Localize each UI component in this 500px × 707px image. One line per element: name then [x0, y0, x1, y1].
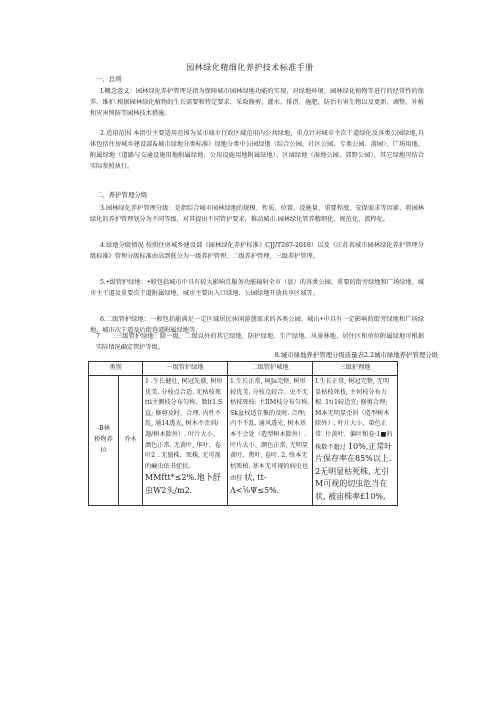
header-level-1: 一级管护绿地 — [143, 362, 228, 376]
row-subcategory: 乔木 — [119, 376, 143, 506]
cell-level-1-emphasis: MMftt*≤2%.地卜舒虫W2头/m2. — [145, 473, 221, 495]
paragraph-3: 3.园林绿化养护管理分级：是指综合城市园林绿地的规模、性质、位置、设施量、重要程度、安保需求等因素，将园林绿化的养护管理划分为不同等级，对其提出不同管护要求，推动城市.园林绿化管养精细化、规范化、流程化。 — [90, 205, 424, 223]
paragraph-5: 5.•级管护绿地：•般包括城市中具有较大影响且服务功能辐射全市（县）的各类公园、重要的街旁绿地和广场绿地、城市主干道及重要次干道附属绿地、城市主要出入口绿地、公园绿地开放共享区域等。 — [90, 279, 424, 297]
section-heading-grading: 二、养护管理分级 — [96, 191, 148, 199]
cell-level-2 — [228, 376, 313, 506]
cell-level-1-text: 1 .生长健壮, 树冠先盛, 树形优美. 分枝点合适. 无枯枝死tti主侧枝分布匀称、数lt1.S直; 修剪及时、合理. 内性不乱, 通14透光, 树木不歪斜/迦/树木除外）. 叶片大小、颜色正常. 无黄叶, 华叶、卷叶2 . 无狼株、死株, 无可视的癞虫依书症状。 — [145, 378, 223, 470]
cell-level-3-emphasis: 10%,正常叶片保存率在85%以上. 2无明显枯死株, 尤引M可视的切虫危当在状, 被宙株率£10%, — [315, 441, 393, 501]
paragraph-7-text: .三级管护绿地：除一级、二级以外的其它绿地、防护绿地、生产绿地、风景林地、居住区和单位附属绿地可根据实际情况确定管护等级。 — [96, 333, 424, 351]
grading-table — [88, 361, 398, 506]
cell-level-1 — [143, 376, 228, 506]
header-level-2: 二级管护城地 — [228, 362, 313, 376]
table-row — [89, 376, 398, 506]
section-heading-general: 一、总则 — [96, 75, 122, 83]
cell-level-3 — [313, 376, 398, 506]
header-category: 类别 — [89, 362, 143, 376]
cell-level-2-emphasis: 状, tt-Λ<⅝Ψ≤5%. — [230, 473, 280, 495]
header-level-3: 三级护理地 — [313, 362, 398, 376]
paragraph-4: 4.绿地分级情况 按照住房城乡建设部《园林绿化养护标准》CJJ/T287-2018）以及《江苏省城市园林绿化养护管理分级标准》管理分级标准由高到低分为一级养护管理、二级养护管理、三级养护管理。 — [90, 242, 424, 260]
page-title: 园林绿化精细化养护技术标准手册 — [186, 63, 314, 72]
paragraph-1: I.概念意义：园林绿化养护管理是指为保障城市园林绿地功能的实现，对绿地环境、园林绿化植物等进行的经常性的保养、维护.根据园林绿化植物的生长需要和特定要求，采取修剪、灌水、排涝、施肥、防治有害生物以及更新、调整、补植和灾害预防等园林技术措施。 — [90, 88, 424, 117]
cell-level-2-text: 1.生长正常, 树Ja完整, 树形较优美. 分枝点较合。史不无枯枝死枝: 主IIM枝分布匀称. Sk盆权适宜惟的及时. 合理; 内不不乱. 通风透光. 树木基本不会处（造型树木除外）. 叶片大小、颜色正常, 无明显黄叶、焦叶, 卷叶. 2. 络本无枯死植. 基本无可视的病史也由狂 — [230, 378, 310, 483]
paragraph-2: 2.适用范围 本指引主要适用范围为某市城市行政区域范用内公共绿地，重点针对城市主次干道绿化及各类公园绿地,具体包括住房城乡建设部&城市绿地分类标准》绿地分类中公园绿地（综合公园、社区公园、专类公园、游园）、广场用地、附属绿地（道路与交通设施用地附属绿地、公用设施用地附属绿地）、区域绿地（湿地公园、郊野公园），其它绿地可结合实际参照执行。 — [90, 130, 424, 170]
row-category: -B林 桥物养 拉 — [89, 376, 119, 506]
paragraph-7-number: 7 — [96, 333, 100, 340]
paragraph-6: 6.二级管护绿地：一般包括能满足一定区域居民休闲游憩需求的各类公园、城山•中具有一定影响的街旁绿地和广场绿地、城市次干道及后街巷道附属绿地等。 — [90, 316, 424, 334]
table-header-row — [89, 362, 398, 376]
table-caption: 8.城市绿地养护管理分级质量表2.2城市绿地养护管理分级 — [274, 351, 438, 359]
cell-level-3-text: I.生长正常, 树冠完整, 无明显枯枝死枝, 主何枝分布力根. 1t(1较适宜; 修剪合理; M本无明显歪斜（造型树木除外）. 叶片大小、第色正常. 什黄叶、偏叶和卷·1■的株数不超过 — [315, 378, 393, 451]
